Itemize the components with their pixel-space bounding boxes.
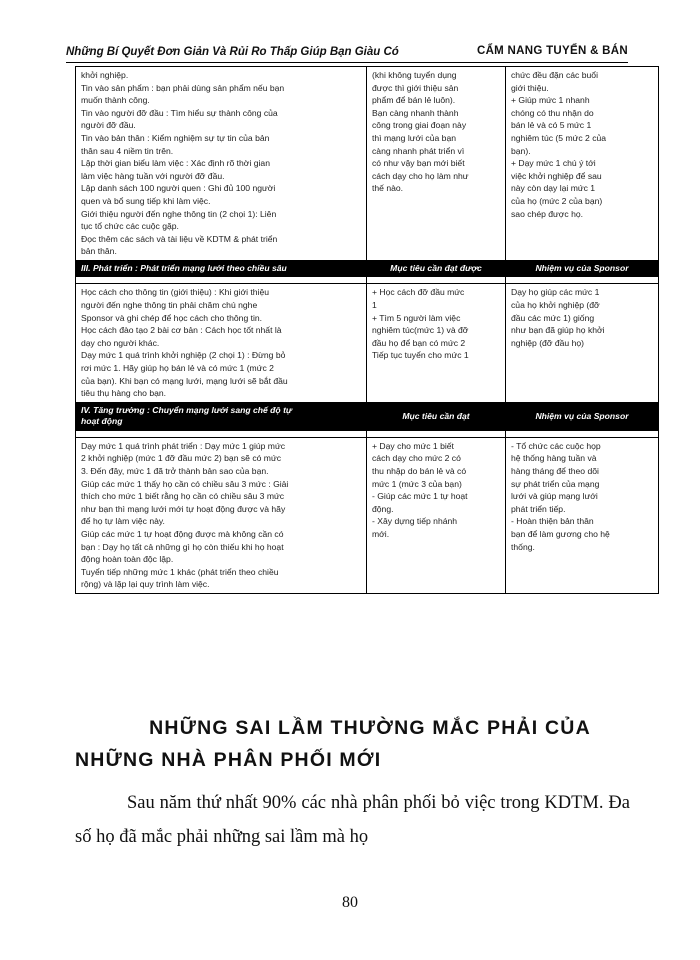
text-line: công trong giai đoạn này: [372, 120, 467, 131]
text-line: càng nhanh phát triển vì: [372, 145, 465, 156]
text-line: mới.: [372, 528, 390, 539]
section-4-title: [76, 402, 367, 430]
text-line: người đỡ đầu.: [81, 120, 136, 131]
text-line: + Dạy cho mức 1 biết: [372, 440, 454, 451]
text-line: bạn).: [511, 145, 531, 156]
chapter-heading-line2: NHỮNG NHÀ PHÂN PHỐI MỚI: [75, 749, 382, 771]
text-line: Dạy mức 1 quá trình khởi nghiệp (2 chọi 1) : Đừng bỏ: [81, 350, 286, 361]
header-section-title: CẨM NANG TUYỂN & BÁN: [476, 45, 628, 57]
chapter-heading-line1: NHỮNG SAI LẦM THƯỜNG MẮC PHẢI CỦA: [149, 717, 591, 739]
text-line: bạn để làm gương cho hệ: [511, 528, 610, 539]
section-4-steps-cell: [76, 437, 367, 593]
table-row-top: [76, 67, 659, 261]
text-line: nghiêm túc(mức 1) và đỡ: [372, 325, 469, 336]
process-table: [75, 66, 659, 594]
text-line: Học cách đào tạo 2 bài cơ bản : Cách học tốt nhất là: [81, 325, 282, 336]
text-line: Tin vào người đỡ đầu : Tìm hiểu sự thành công của: [81, 107, 278, 118]
text-line: để họ tự làm việc này.: [81, 516, 165, 527]
text-line: Dạy mức 1 quá trình phát triển : Dạy mức 1 giúp mức: [81, 440, 286, 451]
text-line: Giúp các mức 1 tự hoạt động được mà không cần có: [81, 528, 284, 539]
text-line: đầu các mức 1) giống: [511, 312, 595, 323]
top-steps-cell: [76, 67, 367, 261]
table-row-section-4: [76, 437, 659, 593]
text-line: như bạn đã giúp họ khởi: [511, 325, 605, 336]
text-line: quen và bổ sung tiếp khi làm việc.: [81, 195, 211, 206]
top-sponsor-cell: [506, 67, 659, 261]
text-line: tục tổ chức các cuộc gặp.: [81, 221, 179, 232]
header-rule: [66, 62, 628, 63]
text-line: chóng có thu nhận do: [511, 107, 594, 118]
text-line: đầu họ để bạn có mức 2: [372, 337, 466, 348]
text-line: sự phát triển của mạng: [511, 478, 600, 489]
text-line: mức 1 (mức 3 của bạn): [372, 478, 462, 489]
top-goals-cell: [367, 67, 506, 261]
section-4-goals-cell: [367, 437, 506, 593]
spacer-row: [76, 277, 659, 284]
text-line: tiêu thụ hàng cho bạn.: [81, 388, 167, 399]
text-line: bạn : Dạy họ tất cả những gì họ còn thiếu khi họ hoạt: [81, 541, 284, 552]
body-paragraph-text: Sau năm thứ nhất 90% các nhà phân phối bỏ việc trong KDTM. Đa số họ đã mắc phải những sai lầm mà họ: [75, 793, 630, 847]
section-4-sponsor-cell: [506, 437, 659, 593]
section-4-header-row: [76, 402, 659, 430]
text-line: nghiệp (đỡ đầu họ): [511, 337, 585, 348]
text-line: + Dạy mức 1 chú ý tới: [511, 158, 596, 169]
header-book-title: Những Bí Quyết Đơn Giản Và Rủi Ro Thấp Giúp Bạn Giàu Có: [66, 46, 399, 58]
text-line: hàng tháng để theo dõi: [511, 465, 599, 476]
text-line: 3. Đến đây, mức 1 đã trở thành bản sao của bạn.: [81, 465, 269, 476]
text-line: - Xây dựng tiếp nhánh: [372, 516, 458, 527]
section-3-sponsor-header: Nhiệm vụ của Sponsor: [506, 260, 659, 277]
text-line: phát triển tiếp.: [511, 503, 566, 514]
text-line: người đến nghe thông tin phải chăm chú nghe: [81, 300, 258, 310]
text-line: Giúp các mức 1 thấy họ cần có chiều sâu 3 mức : Giải: [81, 478, 289, 489]
text-line: Lập danh sách 100 người quen : Ghi đủ 100 người: [81, 183, 276, 194]
text-line: khởi nghiệp.: [81, 70, 129, 80]
text-line: sao chép được họ.: [511, 208, 584, 219]
text-line: giới thiệu.: [511, 82, 549, 93]
text-line: thân sau 4 niềm tin trên.: [81, 145, 174, 156]
text-line: 2 khởi nghiệp (mức 1 đỡ đầu mức 2) bạn sẽ có mức: [81, 453, 282, 464]
section-3-sponsor-cell: [506, 284, 659, 402]
text-line: có như vậy bạn mới biết: [372, 158, 465, 169]
section-3-goals-cell: [367, 284, 506, 402]
text-line: Đọc thêm các sách và tài liệu về KDTM & phát triển: [81, 233, 278, 244]
text-line: chức đều đặn các buổi: [511, 70, 598, 80]
text-line: Bạn càng nhanh thành: [372, 107, 459, 118]
text-line: 1: [372, 300, 377, 310]
text-line: Tuyển tiếp những mức 1 khác (phát triển theo chiều: [81, 566, 279, 577]
text-line: Sponsor và ghi chép để học cách cho thông tin.: [81, 312, 263, 323]
section-4-title-line2: hoạt động: [81, 416, 123, 427]
text-line: như bạn thì mạng lưới mới tự hoạt động được và hãy: [81, 503, 286, 514]
text-line: rộng) và lặp lại quy trình làm việc.: [81, 579, 210, 590]
text-line: - Hoàn thiện bản thân: [511, 516, 594, 527]
text-line: thì mạng lưới của bạn: [372, 132, 457, 143]
text-line: bản thân.: [81, 246, 117, 257]
text-line: thu nhập do bán lẻ và có: [372, 465, 467, 476]
text-line: bán lẻ và có 5 mức 1: [511, 120, 592, 131]
section-3-header-row: [76, 260, 659, 277]
text-line: được thì giới thiệu sản: [372, 82, 459, 93]
table-row-section-3: [76, 284, 659, 402]
text-line: Tin vào bản thân : Kiểm nghiệm sự tự tin của bản: [81, 132, 270, 143]
section-4-title-line1: IV. Tăng trưởng : Chuyển mạng lưới sang chế độ tự: [81, 404, 293, 415]
spacer-row: [76, 430, 659, 437]
text-line: dạy cho người khác.: [81, 337, 160, 348]
section-4-goal-header: Mục tiêu cần đạt: [367, 402, 506, 430]
text-line: thế nào.: [372, 183, 404, 194]
chapter-heading: [75, 712, 635, 776]
text-line: của họ (mức 2 của bạn): [511, 195, 603, 206]
text-line: nghiêm túc (5 mức 2 của: [511, 132, 607, 143]
text-line: làm việc hàng tuần với người đỡ đầu.: [81, 170, 225, 181]
text-line: động hoàn toàn độc lập.: [81, 554, 174, 565]
page-number: 80: [342, 894, 358, 911]
text-line: phẩm để bán lẻ luôn).: [372, 95, 456, 106]
text-line: Tin vào sản phẩm : bạn phải dùng sản phẩm nếu bạn: [81, 82, 285, 93]
text-line: Tiếp tục tuyển cho mức 1: [372, 350, 469, 361]
text-line: - Giúp các mức 1 tự hoạt: [372, 491, 468, 502]
text-line: + Học cách đỡ đầu mức: [372, 287, 465, 298]
text-line: Lập thời gian biểu làm việc : Xác định rõ thời gian: [81, 158, 270, 169]
text-line: thống.: [511, 541, 535, 552]
text-line: Dạy họ giúp các mức 1: [511, 287, 600, 298]
text-line: Giới thiệu người đến nghe thông tin (2 chọi 1): Liên: [81, 208, 277, 219]
text-line: rơi mức 1. Hãy giúp họ bán lẻ và có mức 1 (mức 2: [81, 362, 274, 373]
section-4-sponsor-header: Nhiệm vụ của Sponsor: [506, 402, 659, 430]
text-line: này còn dạy lại mức 1: [511, 183, 596, 194]
body-paragraph: [75, 786, 630, 854]
text-line: - Tổ chức các cuộc họp: [511, 440, 601, 451]
section-3-title: III. Phát triển : Phát triển mạng lưới theo chiều sâu: [76, 260, 367, 277]
text-line: + Giúp mức 1 nhanh: [511, 95, 590, 106]
section-3-goal-header: Mục tiêu cần đạt được: [367, 260, 506, 277]
text-line: thích cho mức 1 biết rằng họ cần có chiều sâu 3 mức: [81, 491, 285, 502]
text-line: cách dạy cho họ làm như: [372, 170, 469, 181]
running-header: [66, 44, 628, 62]
text-line: cách dạy cho mức 2 có: [372, 453, 461, 464]
text-line: của họ khởi nghiệp (đỡ: [511, 300, 600, 310]
text-line: của bạn). Khi bạn có mạng lưới, mạng lưới sẽ bắt đầu: [81, 375, 288, 386]
text-line: động.: [372, 503, 394, 514]
text-line: lưới và giúp mạng lưới: [511, 491, 598, 502]
text-line: việc khởi nghiệp để sau: [511, 170, 602, 181]
text-line: hệ thống hàng tuần và: [511, 453, 597, 464]
text-line: muốn thành công.: [81, 95, 150, 106]
text-line: + Tìm 5 người làm việc: [372, 312, 461, 323]
text-line: (khi không tuyển dụng: [372, 70, 457, 80]
section-3-steps-cell: [76, 284, 367, 402]
text-line: Học cách cho thông tin (giới thiệu) : Khi giới thiệu: [81, 287, 270, 298]
